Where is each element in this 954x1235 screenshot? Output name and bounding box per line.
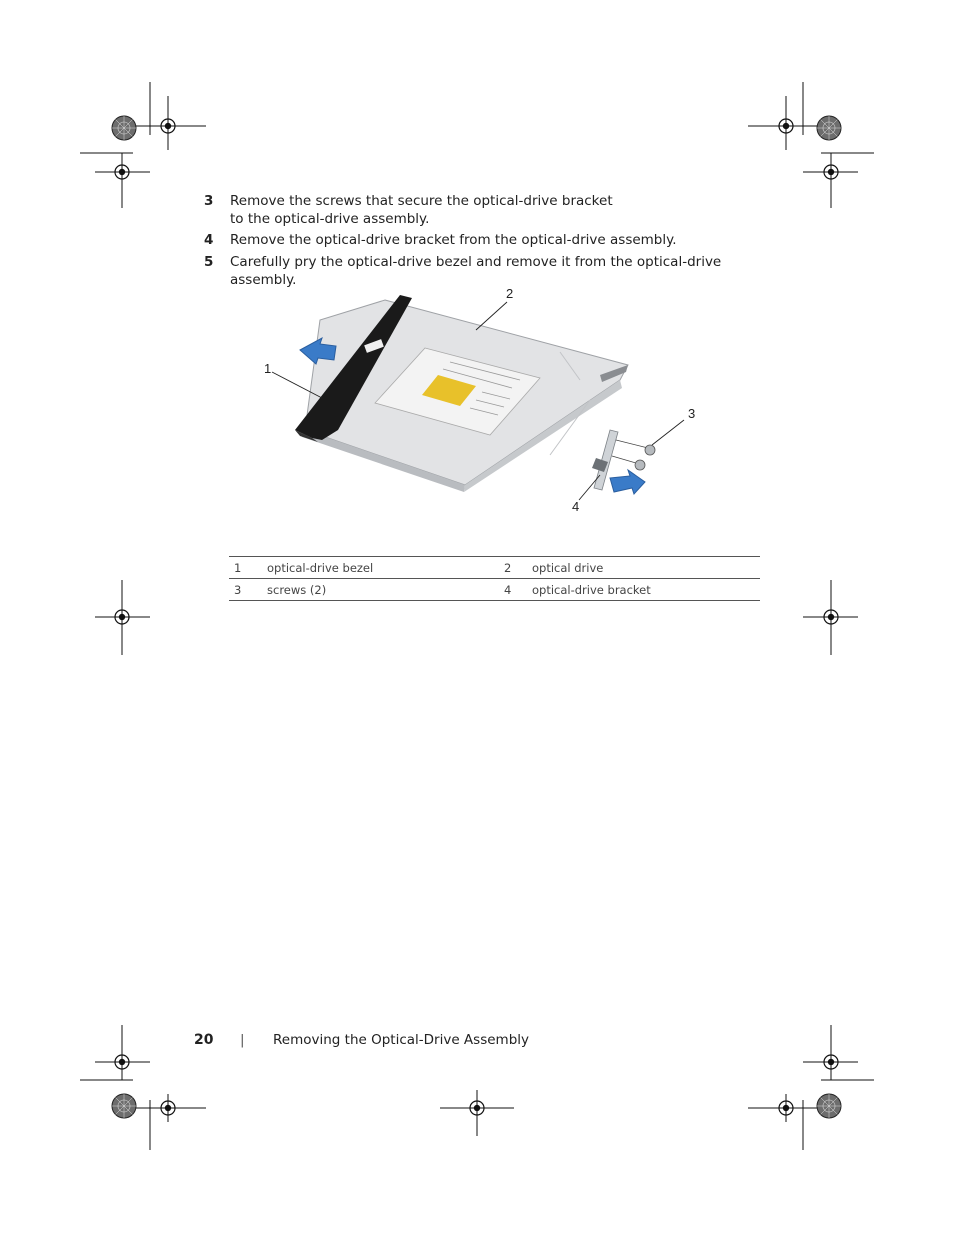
legend-number: 2 bbox=[504, 560, 512, 575]
footer-section-title: Removing the Optical-Drive Assembly bbox=[273, 1032, 529, 1048]
legend-number: 1 bbox=[234, 560, 242, 575]
legend-label: optical-drive bezel bbox=[267, 560, 374, 575]
legend-number: 4 bbox=[504, 582, 512, 597]
callout-2: 2 bbox=[506, 286, 514, 301]
step-number: 4 bbox=[204, 232, 214, 248]
table-row bbox=[229, 557, 760, 579]
remove-bracket-arrow-icon bbox=[610, 470, 645, 494]
legend-number: 3 bbox=[234, 582, 242, 597]
optical-drive-figure bbox=[250, 280, 710, 520]
step-number: 5 bbox=[204, 254, 214, 270]
callout-4: 4 bbox=[572, 499, 580, 514]
legend-label: optical drive bbox=[532, 560, 604, 575]
callout-1: 1 bbox=[264, 361, 272, 376]
legend-label: screws (2) bbox=[267, 582, 327, 597]
footer-separator: | bbox=[240, 1032, 245, 1048]
figure-legend-table bbox=[229, 556, 760, 601]
step-number: 3 bbox=[204, 193, 214, 209]
legend-label: optical-drive bracket bbox=[532, 582, 651, 597]
step-text: Remove the optical-drive bracket from the optical-drive assembly. bbox=[230, 232, 677, 248]
callout-3: 3 bbox=[688, 406, 696, 421]
table-row bbox=[229, 579, 760, 601]
screws-illustration bbox=[612, 440, 655, 470]
step-text: Remove the screws that secure the optical-drive bracket to the optical-drive assembly. bbox=[230, 193, 613, 227]
page-number: 20 bbox=[194, 1032, 214, 1048]
step-text: Carefully pry the optical-drive bezel and remove it from the optical-drive assembly. bbox=[230, 254, 722, 288]
